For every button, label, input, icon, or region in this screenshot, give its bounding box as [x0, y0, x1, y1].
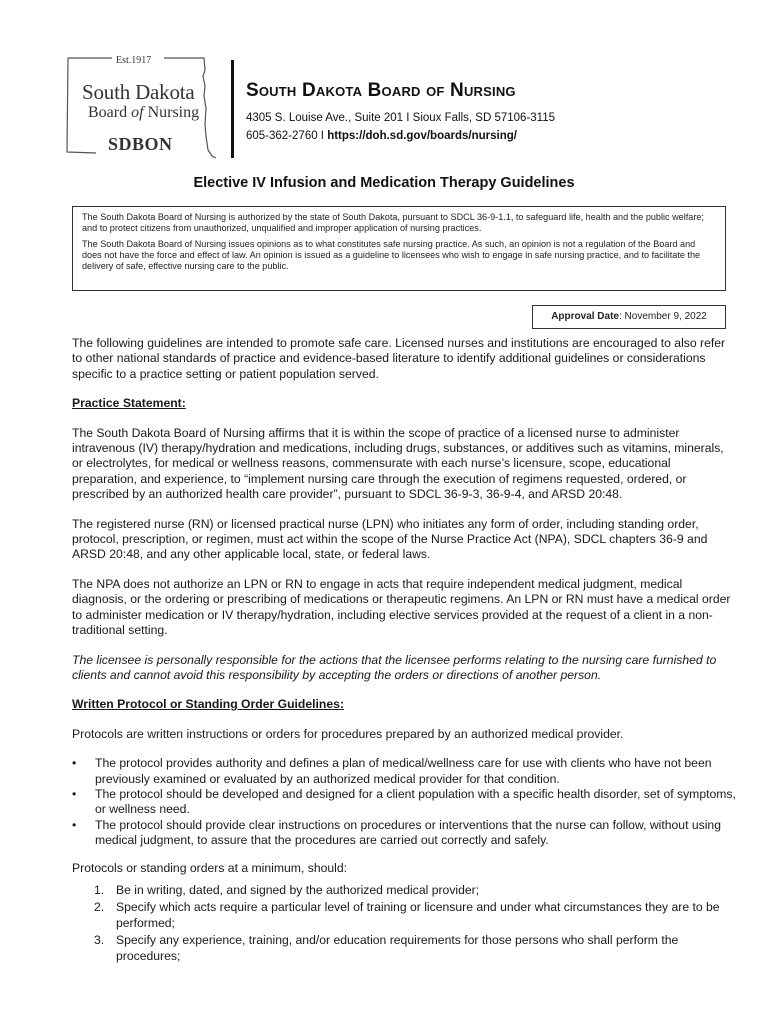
- org-address: 4305 S. Louise Ave., Suite 201 I Sioux Falls, SD 57106-3115: [246, 112, 556, 124]
- org-phone: 605-362-2760 I: [246, 130, 328, 142]
- protocol-intro: Protocols are written instructions or orders for procedures prepared by an authorized medical provider.: [72, 726, 624, 741]
- intro-paragraph: The following guidelines are intended to promote safe care. Licensed nurses and institutions are encouraged to also refer to other national standards of practice and evidence-based literature to identify additional guidelines or considerations specific to a practice setting or patient population served.: [72, 336, 726, 381]
- list-item: 2. Specify which acts require a particular level of training or licensure and under what circumstances they are to be performed;: [94, 900, 720, 930]
- document-body: [72, 336, 736, 966]
- logo-established: Est.1917: [116, 55, 152, 66]
- practice-paragraph-1: The South Dakota Board of Nursing affirms that it is within the scope of practice of a licensed nurse to administer intravenous (IV) therapy/hydration and medications, including drugs, substances, or additives such as vitamins, minerals, or electrolytes, for medical or wellness reasons, commensurate with each nurse’s licensure, scope, educational preparation, and experience, to “implement nursing care through the execution of regimens requested, ordered, or prescribed by an authorized health care provider”, pursuant to SDCL 36-9-3, 36-9-4, and ARSD 20:48.: [72, 425, 724, 502]
- list-item: 1. Be in writing, dated, and signed by the authorized medical provider;: [94, 882, 480, 897]
- practice-statement-heading: Practice Statement:: [72, 396, 186, 411]
- list-item: • The protocol should provide clear instructions on procedures or interventions that the nurse can follow, without using medical judgment, to assure that the procedures are carried out correctly and safely.: [72, 817, 721, 848]
- approval-date: : November 9, 2022: [618, 311, 707, 322]
- licensee-responsibility-note: The licensee is personally responsible for the actions that the licensee performs relating to the nursing care furnished to clients and cannot avoid this responsibility by accepting the orders or directions of another person.: [72, 652, 717, 682]
- org-contact: [246, 130, 517, 142]
- practice-paragraph-3: The NPA does not authorize an LPN or RN to engage in acts that require independent medical judgment, medical diagnosis, or the ordering or prescribing of medications or therapeutic regimens. An LPN or RN must have a medical order to administer medication or IV therapy/hydration, including elective services provided at the request of a client in a non-traditional setting.: [72, 576, 731, 638]
- protocol-bullet-list: [72, 756, 736, 848]
- authority-notice-box: [72, 206, 726, 291]
- protocol-guidelines-heading: Written Protocol or Standing Order Guidelines:: [72, 697, 344, 712]
- authority-paragraph-2: The South Dakota Board of Nursing issues opinions as to what constitutes safe nursing practice. As such, an opinion is not a regulation of the Board and does not have the force and effect of law. An opinion is issued as a guideline to licensees who wish to engage in safe nursing practice, and to facilitate the delivery of safe, effective nursing care to the public.: [82, 239, 701, 271]
- logo-state-name: South Dakota: [82, 80, 195, 104]
- list-item: 3. Specify any experience, training, and/or education requirements for those persons who shall perform the procedures;: [94, 933, 679, 963]
- minimum-requirements-intro: Protocols or standing orders at a minimum, should:: [72, 860, 348, 875]
- list-item: • The protocol provides authority and defines a plan of medical/wellness care for use with clients who have not been previously examined or evaluated by an authorized medical provider for that condition.: [72, 756, 712, 786]
- document-title: Elective IV Infusion and Medication Therapy Guidelines: [193, 175, 575, 191]
- list-item: • The protocol should be developed and designed for a client population with a specific health disorder, set of symptoms, or wellness need.: [72, 786, 736, 817]
- org-website-link[interactable]: https://doh.sd.gov/boards/nursing/: [327, 130, 517, 142]
- header-divider: [231, 60, 234, 158]
- logo-board-name: Board of Nursing: [88, 104, 200, 121]
- minimum-requirements-list: [72, 883, 736, 964]
- bullet-icon: •: [72, 817, 77, 832]
- approval-label: Approval Date: [551, 311, 619, 322]
- practice-paragraph-2: The registered nurse (RN) or licensed practical nurse (LPN) who initiates any form of order, including standing order, protocol, prescription, or regimen, must act within the scope of the Nurse Practice Act (NPA), SDCL chapters 36-9 and ARSD 20:48, and any other applicable local, state, or federal laws.: [72, 516, 708, 562]
- logo-abbreviation: SDBON: [108, 134, 173, 154]
- bullet-icon: •: [72, 786, 77, 801]
- org-name: South Dakota Board of Nursing: [246, 80, 516, 101]
- authority-paragraph-1: The South Dakota Board of Nursing is authorized by the state of South Dakota, pursuant to SDCL 36-9-1.1, to safeguard life, health and the public welfare; and to protect citizens from unauthorized, unqualified and improper application of nursing practices.: [82, 212, 704, 233]
- bullet-icon: •: [72, 756, 77, 771]
- approval-date-box: [532, 305, 726, 329]
